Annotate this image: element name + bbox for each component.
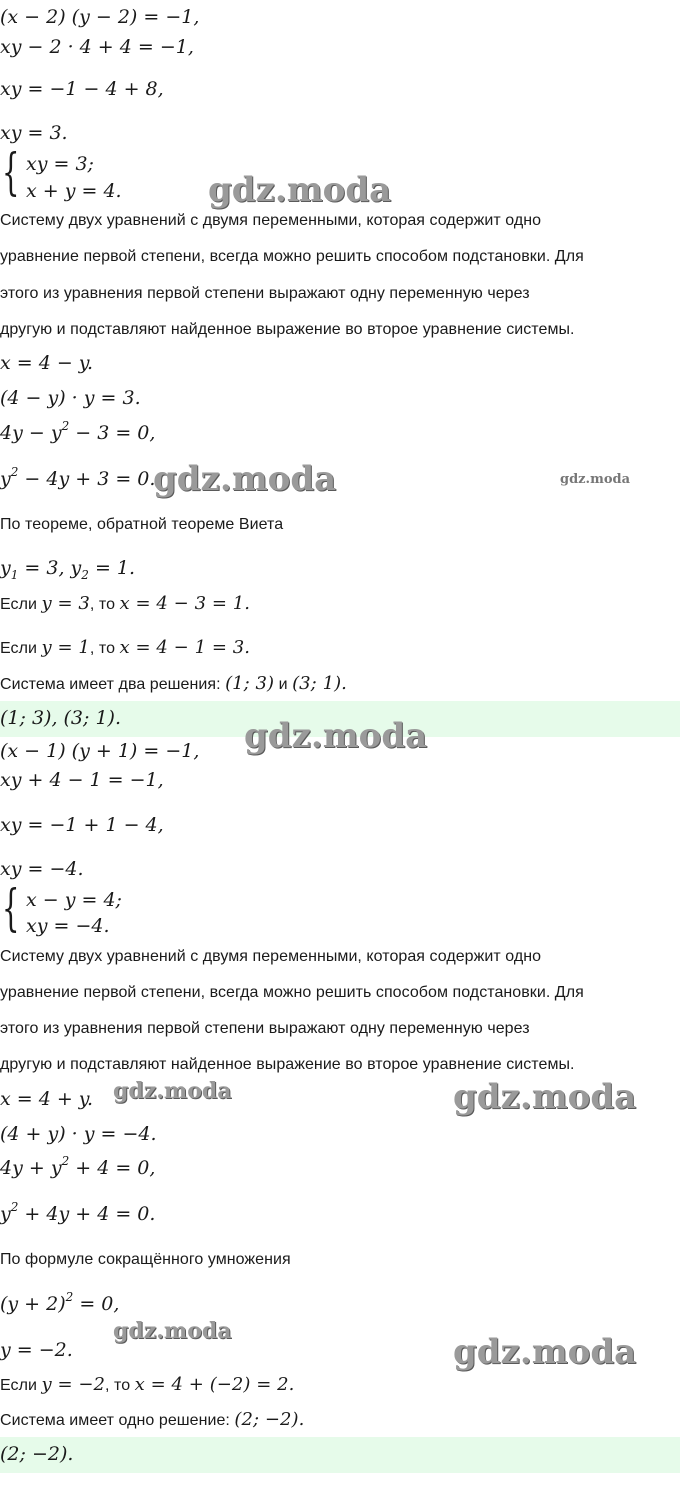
system-brace: { (2, 879, 20, 937)
answer-box (0, 1437, 680, 1473)
explanation-text: уравнение первой степени, всегда можно решить способом подстановки. Для (0, 984, 584, 1001)
watermark: gdz.moda (113, 1318, 232, 1344)
explanation-text: По теореме, обратной теореме Виета (0, 516, 284, 533)
equation-line: x = 4 − y. (0, 352, 94, 374)
explanation-text: Систему двух уравнений с двумя переменными, которая содержит одно (0, 212, 542, 229)
watermark: gdz.moda (113, 1078, 232, 1104)
equation-line: xy = −1 − 4 + 8, (0, 78, 164, 100)
explanation-text: Систему двух уравнений с двумя переменными, которая содержит одно (0, 948, 542, 965)
answer-value: (1; 3), (3; 1). (0, 707, 122, 729)
equation-line: $y^2 - 4y + 3 = 0$. (0, 464, 156, 490)
case-line: Если y = −2, то x = 4 + (−2) = 2. (0, 1374, 295, 1395)
equation-line: y = −2. (0, 1339, 73, 1361)
equation-line: $4y + y^2 + 4 = 0$, (0, 1153, 156, 1179)
system-equation: xy = −4. (26, 915, 110, 937)
answer-value: (2; −2). (0, 1443, 74, 1465)
system-equation: xy = 3; (26, 153, 94, 175)
watermark: gdz.moda (208, 170, 392, 210)
explanation-text: уравнение первой степени, всегда можно решить способом подстановки. Для (0, 248, 584, 265)
equation-line: (x − 2) (y − 2) = −1, (0, 6, 200, 28)
equation-line: $y^2 + 4y + 4 = 0$. (0, 1199, 156, 1225)
equation-line: x = 4 + y. (0, 1088, 94, 1110)
watermark: gdz.moda (560, 472, 631, 487)
explanation-text: другую и подставляют найденное выражение во второе уравнение системы. (0, 321, 575, 338)
equation-line: (4 − y) · y = 3. (0, 387, 141, 409)
watermark: gdz.moda (153, 459, 337, 499)
equation-line: (x − 1) (y + 1) = −1, (0, 740, 200, 762)
equation-line: $(y + 2)^2 = 0$, (0, 1289, 120, 1315)
system-equation: x − y = 4; (26, 889, 122, 911)
explanation-text: По формуле сокращённого умножения (0, 1251, 291, 1268)
case-line: Если y = 3, то x = 4 − 3 = 1. (0, 593, 251, 614)
equation-line: xy − 2 · 4 + 4 = −1, (0, 36, 194, 58)
equation-line: $y_1 = 3$, $y_2 = 1$. (0, 557, 136, 582)
explanation-text: этого из уравнения первой степени выражают одну переменную через (0, 285, 530, 302)
watermark: gdz.moda (244, 716, 428, 756)
explanation-text: этого из уравнения первой степени выражают одну переменную через (0, 1020, 530, 1037)
equation-line: xy = −1 + 1 − 4, (0, 814, 164, 836)
system-equation: x + y = 4. (26, 180, 122, 202)
case-line: Если y = 1, то x = 4 − 1 = 3. (0, 637, 251, 658)
conclusion-line: Система имеет одно решение: (2; −2). (0, 1409, 305, 1430)
equation-line: xy + 4 − 1 = −1, (0, 769, 164, 791)
conclusion-line: Система имеет два решения: (1; 3) и (3; 1). (0, 673, 347, 694)
equation-line: $4y - y^2 - 3 = 0$, (0, 418, 156, 444)
equation-line: xy = −4. (0, 858, 84, 880)
explanation-text: другую и подставляют найденное выражение во второе уравнение системы. (0, 1056, 575, 1073)
equation-line: xy = 3. (0, 122, 68, 144)
watermark: gdz.moda (453, 1077, 637, 1117)
equation-line: (4 + y) · y = −4. (0, 1123, 157, 1145)
system-brace: { (2, 143, 20, 201)
watermark: gdz.moda (453, 1332, 637, 1372)
